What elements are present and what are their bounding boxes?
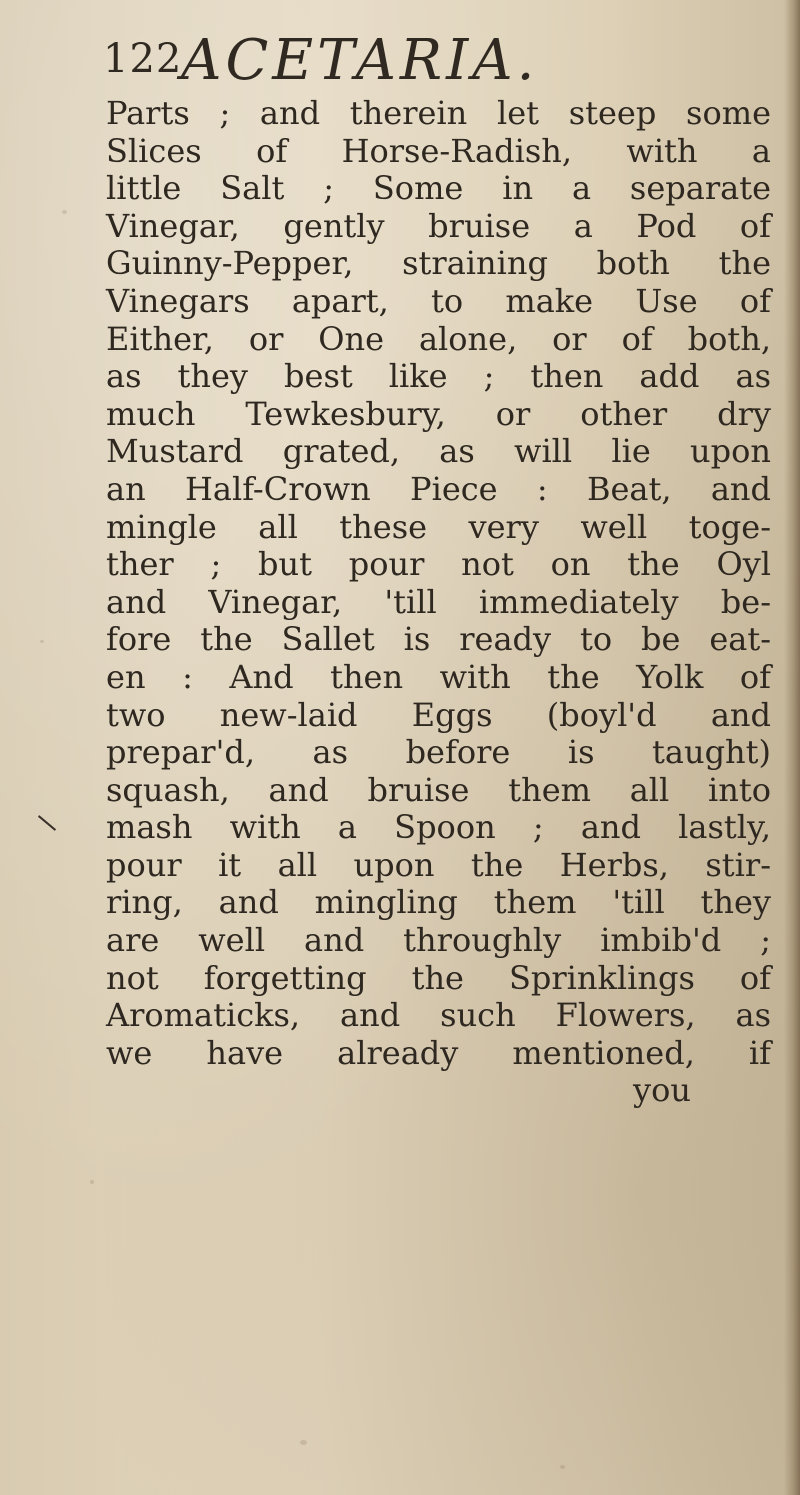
paper-speck [40, 640, 44, 643]
paper-speck [300, 1440, 307, 1445]
text-line: two new-laid Eggs (boyl'd and [106, 695, 771, 734]
text-line: prepar'd, as before is taught) [106, 733, 771, 772]
text-line: Vinegar, gently bruise a Pod of [106, 206, 771, 245]
text-line: an Half-Crown Piece : Beat, and [106, 469, 771, 508]
text-line: not forgetting the Sprinklings of [106, 958, 771, 997]
text-line: pour it all upon the Herbs, stir- [106, 845, 771, 884]
text-line: Vinegars apart, to make Use of [106, 281, 771, 320]
text-line: as they best like ; then add as [106, 357, 771, 396]
paper-speck [90, 1180, 94, 1184]
page-header [103, 28, 703, 96]
catchword: you [633, 1071, 691, 1110]
text-line: are well and throughly imbib'd ; [106, 921, 771, 960]
text-line: Parts ; and therein let steep some [106, 94, 771, 132]
text-line: we have already mentioned, if [106, 1033, 771, 1072]
text-line: mash with a Spoon ; and lastly, [106, 808, 771, 847]
text-line: little Salt ; Some in a separate [106, 169, 771, 208]
running-head: ACETARIA. [181, 28, 539, 93]
text-line: Mustard grated, as will lie upon [106, 432, 771, 471]
text-line: fore the Sallet is ready to be eat- [106, 620, 771, 659]
text-line: ther ; but pour not on the Oyl [106, 545, 771, 584]
text-line: and Vinegar, 'till immediately be- [106, 582, 771, 621]
page-number: 122 [103, 36, 183, 82]
text-line: en : And then with the Yolk of [106, 657, 771, 696]
text-line: squash, and bruise them all into [106, 770, 771, 809]
text-line: Either, or One alone, or of both, [106, 319, 771, 358]
text-line: Slices of Horse-Radish, with a [106, 131, 771, 170]
page-edge-shadow [784, 0, 800, 1495]
margin-mark [38, 815, 56, 831]
paper-speck [62, 210, 67, 214]
body-text [106, 95, 771, 1110]
text-line: mingle all these very well toge- [106, 507, 771, 546]
text-line: Guinny-Pepper, straining both the [106, 244, 771, 283]
text-line: Aromaticks, and such Flowers, as [106, 996, 771, 1035]
text-line: much Tewkesbury, or other dry [106, 394, 771, 433]
paper-speck [560, 1465, 565, 1469]
text-line: ring, and mingling them 'till they [106, 883, 771, 922]
